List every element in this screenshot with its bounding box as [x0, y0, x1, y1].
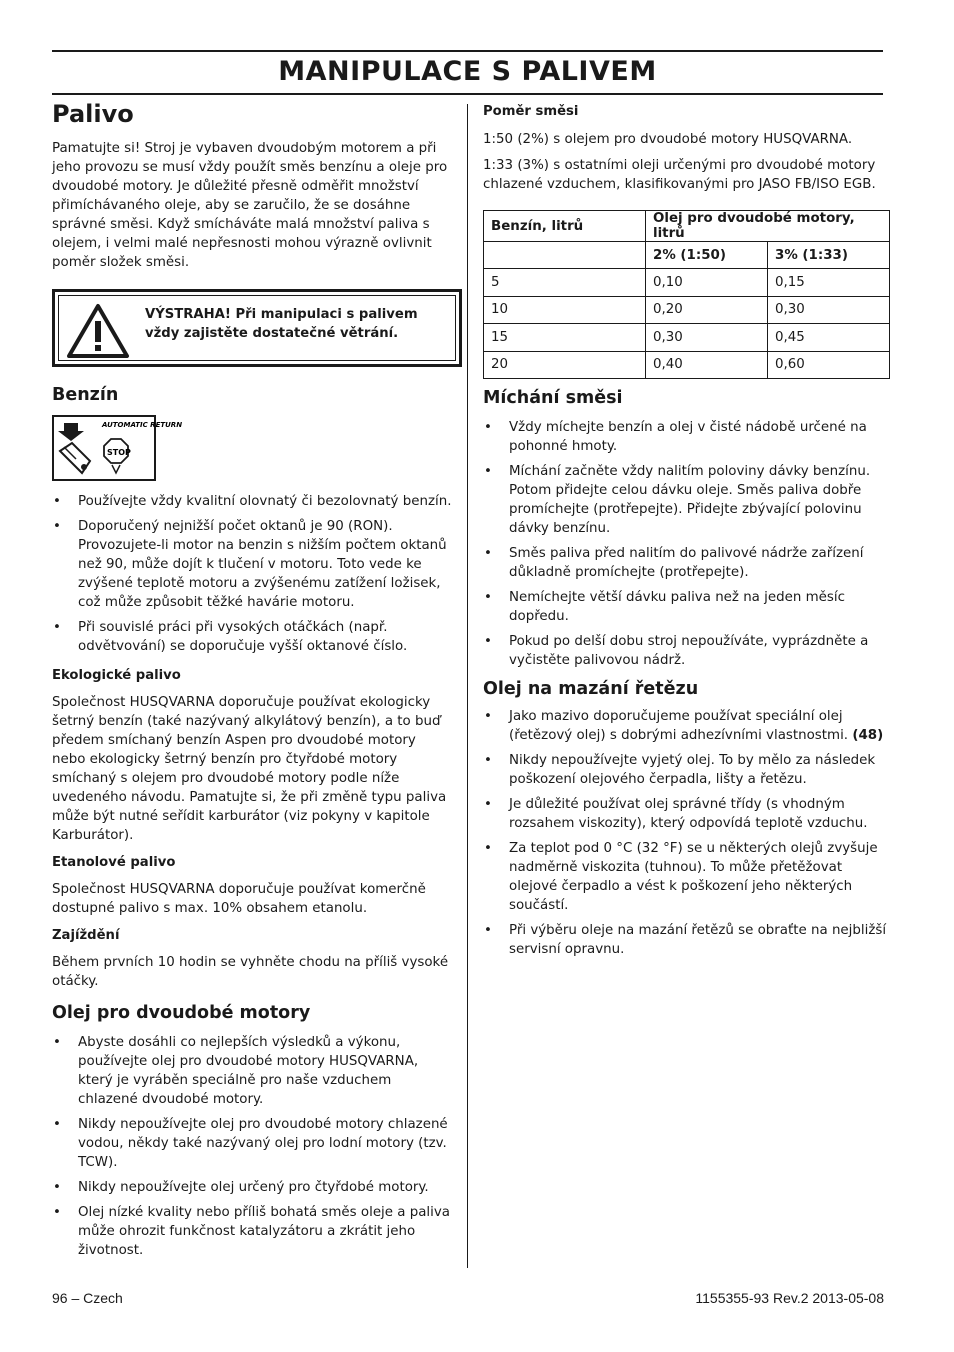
- right-column: [483, 103, 890, 965]
- table-cell: 0,60: [768, 351, 890, 378]
- list-item: • Míchání začněte vždy nalitím poloviny dávky benzínu. Potom přidejte celou dávku oleje. Směs paliva dobře promíchejte (protřepejte). Přidejte zbývající polovinu dávky benzínu.: [483, 462, 890, 538]
- table-cell: 0,20: [646, 296, 768, 323]
- title-rule: [52, 93, 883, 95]
- automatic-return-stop-icon: [52, 415, 183, 481]
- table-cell: 0,10: [646, 269, 768, 296]
- table-header-olej: Olej pro dvoudobé motory, litrů: [646, 211, 890, 242]
- list-item: • Vždy míchejte benzín a olej v čisté nádobě určené na pohonné hmoty.: [483, 418, 890, 456]
- table-subheader-2pct: 2% (1:50): [646, 242, 768, 269]
- warning-box: [52, 289, 462, 367]
- list-item: • Doporučený nejnižší počet oktanů je 90 (RON). Provozujete-li motor na benzin s nižším počtem oktanů než 90, může dojít k tlučení v motoru. Toto vede ke zvýšené teplotě motoru a zvýšenému zatížení ložisek, což může způsobit těžké havárie motoru.: [52, 517, 452, 612]
- column-divider: [467, 104, 468, 1268]
- michani-list: [483, 418, 890, 670]
- olej2-heading: Olej pro dvoudobé motory: [52, 1003, 311, 1023]
- table-row: [484, 269, 890, 296]
- list-item: • Abyste dosáhli co nejlepších výsledků a výkonu, používejte olej pro dvoudobé motory HUSQVARNA, který je vyráběn speciálně pro naše vzduchem chlazené dvoudobé motory.: [52, 1033, 452, 1109]
- zajizdeni-paragraph: Během prvních 10 hodin se vyhněte chodu na příliš vysoké otáčky.: [52, 955, 449, 989]
- retez-list: [483, 707, 890, 959]
- top-rule: [52, 50, 883, 52]
- table-header-row: [484, 211, 890, 242]
- table-cell: 0,45: [768, 324, 890, 351]
- warning-triangle-icon: [67, 304, 129, 358]
- table-subheader-3pct: 3% (1:33): [768, 242, 890, 269]
- retez-item-text: Jako mazivo doporučujeme používat speciální olej (řetězový olej) s dobrými adhezívními vlastnostmi.: [509, 708, 849, 743]
- table-cell: 15: [484, 324, 646, 351]
- left-column: [52, 100, 452, 1266]
- table-cell: 0,40: [646, 351, 768, 378]
- etanol-heading: Etanolové palivo: [52, 855, 176, 870]
- list-item: • Nemíchejte větší dávku paliva než na jeden měsíc dopředu.: [483, 588, 890, 626]
- page-number: 96 – Czech: [52, 1290, 123, 1306]
- table-cell: 0,15: [768, 269, 890, 296]
- zajizdeni-heading: Zajíždění: [52, 928, 120, 943]
- table-cell: 10: [484, 296, 646, 323]
- fuel-icon-stop: STOP: [107, 448, 131, 457]
- list-item: • Směs paliva před nalitím do palivové nádrže zařízení důkladně promíchejte (protřepejte).: [483, 544, 890, 582]
- benzin-heading: Benzín: [52, 385, 119, 405]
- eko-heading: Ekologické palivo: [52, 668, 181, 683]
- table-cell: 20: [484, 351, 646, 378]
- retez-heading: Olej na mazání řetězu: [483, 678, 699, 699]
- eko-paragraph: Společnost HUSQVARNA doporučuje používat ekologicky šetrný benzín (také nazývaný alkylátový benzín), a to buď předem smíchaný benzín Aspen pro dvoudobé motory nebo ekologicky šetrný benzín pro čtyřdobé motory smíchaný s olejem pro dvoudobé motory podle níže uvedeného návodu. Pamatujte si, že při změně typu paliva může být nutné seřídit karburátor (viz pokyny v kapitole Karburátor).: [52, 695, 447, 843]
- table-header-benzin: Benzín, litrů: [484, 211, 646, 242]
- table-row: [484, 296, 890, 323]
- list-item: • Používejte vždy kvalitní olovnatý či bezolovnatý benzín.: [52, 492, 452, 511]
- pomer-line-2: 1:33 (3%) s ostatními oleji určenými pro dvoudobé motory chlazené vzduchem, klasifikovanými pro JASO FB/ISO EGB.: [483, 158, 876, 192]
- list-item: • Nikdy nepoužívejte vyjetý olej. To by mělo za následek poškození olejového čerpadla, lišty a řetězu.: [483, 751, 890, 789]
- figure-reference: (48): [852, 727, 884, 743]
- page-title: MANIPULACE S PALIVEM: [278, 56, 657, 87]
- document-reference: 1155355-93 Rev.2 2013-05-08: [695, 1290, 884, 1306]
- benzin-list: [52, 492, 452, 656]
- pomer-heading: Poměr směsi: [483, 104, 579, 119]
- table-row: [484, 351, 890, 378]
- list-item: • Při souvislé práci při vysokých otáčkách (např. odvětvování) se doporučuje vyšší oktanové číslo.: [52, 618, 452, 656]
- list-item: • Olej nízké kvality nebo příliš bohatá směs oleje a paliva může ohrozit funkčnost katalyzátoru a zkrátit jeho životnost.: [52, 1203, 452, 1260]
- table-subheader-row: [484, 242, 890, 269]
- michani-heading: Míchání směsi: [483, 387, 623, 408]
- olej2-list: [52, 1033, 452, 1260]
- table-cell: 0,30: [646, 324, 768, 351]
- pomer-line-1: 1:50 (2%) s olejem pro dvoudobé motory HUSQVARNA.: [483, 132, 853, 147]
- list-item: • Nikdy nepoužívejte olej pro dvoudobé motory chlazené vodou, někdy také nazývaný olej pro lodní motory (tzv. TCW).: [52, 1115, 452, 1172]
- list-item: [483, 707, 890, 745]
- palivo-heading: Palivo: [52, 100, 134, 128]
- table-cell: 0,30: [768, 296, 890, 323]
- list-item: • Za teplot pod 0 °C (32 °F) se u některých olejů zvyšuje nadměrně viskozita (tuhnou). To může přetěžovat olejové čerpadlo a vést k poškození jeho některých součástí.: [483, 839, 890, 915]
- palivo-paragraph: Pamatujte si! Stroj je vybaven dvoudobým motorem a při jeho provozu se musí vždy použít směs benzínu a oleje pro dvoudobé motory. Je důležité přesně odměřit množství přimíchávaného oleje, aby se zaručilo, že se dosáhne správné směsi. Když smícháváte malá množství paliva s olejem, i velmi malé nepřesnosti mohou výrazně ovlivnit poměr složek směsi.: [52, 141, 448, 270]
- list-item: • Je důležité používat olej správné třídy (s vhodným rozsahem viskozity), který odpovídá teplotě vzduchu.: [483, 795, 890, 833]
- table-row: [484, 324, 890, 351]
- mix-table: [483, 210, 890, 379]
- table-cell: 5: [484, 269, 646, 296]
- list-item: • Při výběru oleje na mazání řetězů se obraťte na nejbližší servisní opravnu.: [483, 921, 890, 959]
- warning-text: VÝSTRAHA! Při manipulaci s palivem vždy zajistěte dostatečné větrání.: [145, 307, 418, 341]
- list-item: • Pokud po delší dobu stroj nepoužíváte, vyprázdněte a vyčistěte palivovou nádrž.: [483, 632, 890, 670]
- list-item: • Nikdy nepoužívejte olej určený pro čtyřdobé motory.: [52, 1178, 452, 1197]
- fuel-icon-label: AUTOMATIC RETURN: [102, 421, 183, 429]
- etanol-paragraph: Společnost HUSQVARNA doporučuje používat komerčně dostupné palivo s max. 10% obsahem etanolu.: [52, 882, 426, 916]
